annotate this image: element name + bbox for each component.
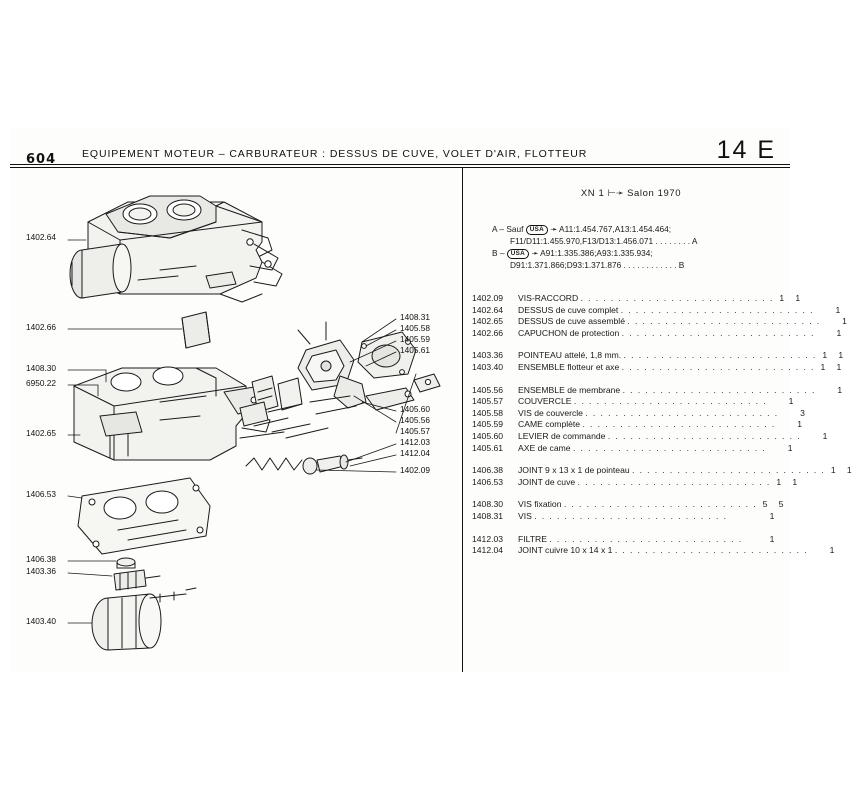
page-number: 14 E [716,136,776,164]
table-row [472,442,793,455]
part-ref: 1402.66 [472,327,504,338]
callout-1402-09: 1402.09 [400,465,430,475]
exploded-diagram [10,170,462,670]
diagram-svg [10,170,462,670]
leader-dots: . . . . . . . . . . . . . . . . . . . . . . . . . . [614,545,808,556]
part-desc: VIS de couvercle . . . . . . . . . . . . . . . . . . . . . . . . . . [518,407,779,418]
part-desc: DESSUS de cuve complet . . . . . . . . . . . . . . . . . . . . . . . . . . [518,304,814,315]
table-row [472,499,784,511]
note-line-b1 [492,247,780,259]
part-ref: 1406.53 [472,476,504,487]
part-ref: 1408.31 [472,510,504,521]
column-divider [462,167,463,672]
table-row [472,511,780,523]
qty-b: 1 [838,350,844,361]
part-ref: 1412.04 [472,545,504,556]
callout-1406-53: 1406.53 [26,489,56,499]
part-ref: 1405.56 [472,384,504,395]
callout-1402-64: 1402.64 [26,232,56,242]
leader-dots: . . . . . . . . . . . . . . . . . . . . . . . . . . [621,362,815,373]
table-row [472,407,805,420]
parts-group [472,533,835,557]
qty-b: 1 [769,510,775,521]
qty-b: 5 [778,499,784,510]
part-capuchon [182,312,210,348]
note-prefix-b: B [492,248,498,259]
qty-b: 1 [835,304,841,315]
parts-group [472,499,784,522]
part-desc: VIS fixation . . . . . . . . . . . . . . . . . . . . . . . . . . [518,499,758,510]
part-desc: VIS-RACCORD . . . . . . . . . . . . . . . . . . . . . . . . . . [518,293,774,304]
part-pointeau [114,558,160,590]
note-line-a1 [492,223,780,235]
callout-1408-30: 1408.30 [26,363,56,373]
part-ref: 1403.40 [472,362,504,373]
part-ref: 1408.30 [472,499,504,510]
variant-code: XN 1 [580,188,605,199]
page-title: EQUIPEMENT MOTEUR – CARBURATEUR : DESSUS DE CUVE, VOLET D'AIR, FLOTTEUR [82,148,588,160]
usa-badge-icon: USA [526,225,548,235]
callout-1405-59: 1405.59 [400,334,430,344]
note-prefix-a: A [492,224,498,234]
qty-b: 1 [829,545,835,556]
leader-dots: . . . . . . . . . . . . . . . . . . . . . . . . . . [572,442,767,453]
qty-b: 1 [795,293,801,304]
qty-a: 1 [779,293,785,304]
qty-b: 1 [769,533,775,544]
part-ref: 1405.60 [472,431,504,441]
table-row [472,431,828,443]
parts-group [472,293,847,339]
callout-1408-31: 1408.31 [400,312,430,322]
leader-dots: . . . . . . . . . . . . . . . . . . . . . . . . . . [563,499,758,510]
qty-b: 1 [836,362,842,373]
qty-b: 1 [792,476,798,487]
part-ref: 1402.09 [472,293,504,304]
qty-a: 1 [822,350,828,361]
table-row [472,465,852,477]
callout-1402-65: 1402.65 [26,428,56,438]
part-desc: CAPUCHON de protection . . . . . . . . . . . . . . . . . . . . . . . . . . [518,327,815,338]
part-desc: JOINT de cuve . . . . . . . . . . . . . . . . . . . . . . . . . . [518,476,771,487]
variant-notes [492,223,780,271]
part-ref: 1405.59 [472,419,504,430]
note-dash-a: – [499,224,505,234]
model-code: 604 [26,152,57,167]
part-desc: COUVERCLE . . . . . . . . . . . . . . . . . . . . . . . . . . [518,396,768,407]
part-desc: FILTRE . . . . . . . . . . . . . . . . . . . . . . . . . . [518,533,743,544]
part-ref: 1405.61 [472,442,504,453]
variant-date: Salon 1970 [627,188,682,199]
callout-1403-40: 1403.40 [26,616,56,626]
callout-1403-36: 1403.36 [26,566,56,576]
part-desc: ENSEMBLE de membrane . . . . . . . . . . . . . . . . . . . . . . . . . . [518,384,816,395]
qty-b: 3 [800,407,805,418]
qty-a: 5 [762,499,768,510]
variant-arrow-icon: ⊢➛ [607,188,624,199]
note-dash-b: – [499,248,505,259]
callout-1412-04: 1412.04 [400,448,430,458]
part-desc: VIS . . . . . . . . . . . . . . . . . . . . . . . . . . [518,510,728,521]
leader-dots: . . . . . . . . . . . . . . . . . . . . . . . . . . [549,533,743,544]
parts-group [472,384,843,455]
table-row [472,534,780,546]
table-row [472,545,835,557]
variant-heading [482,188,780,199]
part-desc: CAME complète . . . . . . . . . . . . . . . . . . . . . . . . . . [518,419,776,430]
note-line-b2 [492,259,780,271]
part-desc: LEVIER de commande . . . . . . . . . . . . . . . . . . . . . . . . . . [518,431,801,441]
qty-a: 1 [820,362,826,373]
part-ref: 1402.65 [472,316,504,327]
leader-dots: . . . . . . . . . . . . . . . . . . . . . . . . . . [585,407,779,418]
table-row [472,293,801,305]
qty-a: 1 [830,465,836,476]
table-row [472,316,847,328]
note-text-a: A11:1.454.767,A13:1.454.464; [559,224,671,234]
callout-1406-38: 1406.38 [26,554,56,564]
note-line-a2 [492,235,780,247]
table-row [472,304,841,317]
part-ref: 1405.58 [472,407,504,418]
qty-b: 1 [846,465,852,476]
note-text-a2: F11/D11:1.455.970,F13/D13:1.456.071 . . . . . . . . A [510,236,698,247]
qty-b: 1 [797,419,803,430]
callout-1405-58: 1405.58 [400,323,430,333]
part-ref: 1402.64 [472,304,504,315]
part-ref: 1406.38 [472,465,504,476]
table-row [472,327,842,340]
leader-dots: . . . . . . . . . . . . . . . . . . . . . . . . . . [622,384,816,395]
part-desc: AXE de came . . . . . . . . . . . . . . . . . . . . . . . . . . [518,442,767,453]
parts-list-panel [472,174,852,568]
leader-dots: . . . . . . . . . . . . . . . . . . . . . . . . . . [632,465,826,476]
part-desc: ENSEMBLE flotteur et axe . . . . . . . . . . . . . . . . . . . . . . . . . . [518,362,815,373]
header-divider-secondary [10,167,790,168]
leader-dots: . . . . . . . . . . . . . . . . . . . . . . . . . . [534,510,728,521]
callout-1405-56: 1405.56 [400,415,430,425]
part-ref: 1412.03 [472,533,504,544]
leader-dots: . . . . . . . . . . . . . . . . . . . . . . . . . . [582,419,776,430]
leader-dots: . . . . . . . . . . . . . . . . . . . . . . . . . . [621,327,815,338]
leader-dots: . . . . . . . . . . . . . . . . . . . . . . . . . . [627,316,821,327]
part-ref: 1403.36 [472,350,504,361]
qty-b: 1 [787,442,793,453]
part-desc: DESSUS de cuve assemblé . . . . . . . . . . . . . . . . . . . . . . . . . . [518,316,821,327]
part-joint-de-cuve [78,478,210,554]
part-desc: JOINT cuivre 10 x 14 x 1 . . . . . . . . . . . . . . . . . . . . . . . . . . [518,545,808,556]
header-divider [10,164,790,165]
usa-badge-icon-b: USA [507,249,529,259]
qty-b: 1 [788,396,794,407]
qty-b: 1 [837,384,843,395]
table-row [472,362,842,374]
callout-1402-66: 1402.66 [26,322,56,332]
leader-dots: . . . . . . . . . . . . . . . . . . . . . . . . . . [580,293,774,304]
table-row [472,419,803,431]
qty-b: 1 [842,316,847,327]
table-row [472,396,794,408]
leader-dots: . . . . . . . . . . . . . . . . . . . . . . . . . . [573,396,768,407]
part-flotteur [92,588,196,650]
part-dessus-de-cuve-assemble [74,367,270,460]
table-row [472,384,843,397]
part-desc: JOINT 9 x 13 x 1 de pointeau . . . . . . . . . . . . . . . . . . . . . . . . . . [518,465,826,476]
qty-a: 1 [776,476,782,487]
leader-dots: . . . . . . . . . . . . . . . . . . . . . . . . . . [577,476,771,487]
callout-1405-57: 1405.57 [400,426,430,436]
part-ref: 1405.57 [472,396,504,407]
leader-dots: . . . . . . . . . . . . . . . . . . . . . . . . . . [623,350,817,361]
parts-group [472,465,852,488]
part-desc: POINTEAU attelé, 1,8 mm. . . . . . . . . . . . . . . . . . . . . . . . . . . [518,350,817,361]
note-arrow-b-icon: ➛ [531,248,539,259]
part-dessus-de-cuve-complet [70,196,282,302]
callout-1405-60: 1405.60 [400,404,430,414]
catalog-page [10,128,852,672]
qty-b: 1 [836,327,842,338]
leader-dots: . . . . . . . . . . . . . . . . . . . . . . . . . . [620,304,814,315]
note-text-b2: D91:1.371.866;D93:1.371.876 . . . . . . . . . . . . B [510,260,685,271]
parts-group [472,350,844,373]
note-text-b: A91:1.335.386;A93:1.335.934; [540,248,653,259]
note-arrow-a-icon: ➛ [550,224,558,234]
note-text-before-a: Sauf [506,224,524,234]
parts-table [472,293,852,557]
table-row [472,476,798,489]
qty-b: 1 [822,431,828,441]
callout-6950-22: 6950.22 [26,378,56,388]
table-row [472,350,844,362]
callout-1405-61: 1405.61 [400,345,430,355]
leader-dots: . . . . . . . . . . . . . . . . . . . . . . . . . . [607,431,801,441]
callout-1412-03: 1412.03 [400,437,430,447]
